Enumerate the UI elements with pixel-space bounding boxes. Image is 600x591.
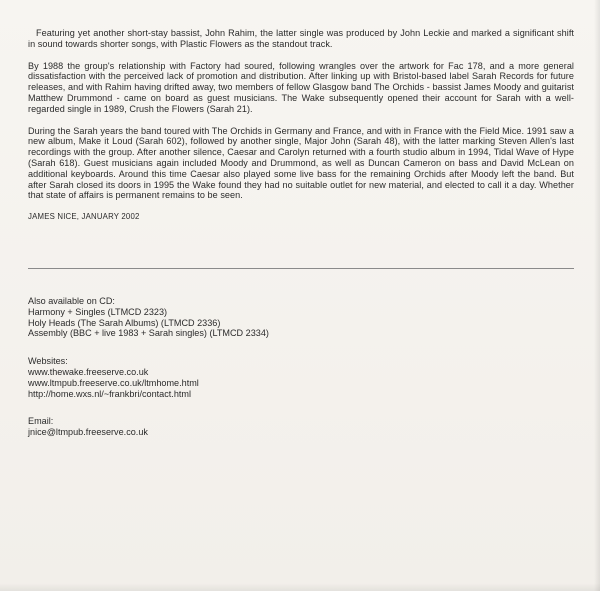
catalog-item: Holy Heads (The Sarah Albums) (LTMCD 2336) — [28, 317, 221, 328]
paragraph: During the Sarah years the band toured with The Orchids in Germany and France, and with in France with the Field Mice. 1991 saw a new album, Make it Loud (Sarah 602), followed by another single, Major John (Sarah 48), with the latter marking Steven Allen's last recordings with the group. After another silence, Caesar and Carolyn returned with a fourth studio album in 1994, Tidal Wave of Hype (Sarah 618). Guest musicians again included Moody and Drummond, as well as Duncan Cameron on bass and David McLean on additional keyboards. Around this time Caesar also played some live bass for the remaining Orchids after Moody left the band. But after Sarah closed its doors in 1995 the Wake found they had no suitable outlet for new material, and elected to call it a day. Whether that state of affairs is permanent remains to be seen. — [28, 125, 574, 201]
paragraph: By 1988 the group's relationship with Factory had soured, following wrangles over the artwork for Fac 178, and a more general dissatisfaction with the perceived lack of promotion and distribution. After linking up with Bristol-based label Sarah Records for future releases, and with Rahim having drifted away, two members of fellow Glasgow band The Orchids - bassist James Moody and guitarist Matthew Drummond - came on board as guest musicians. The Wake subsequently opened their account for Sarah with a well-regarded single in 1989, Crush the Flowers (Sarah 21). — [28, 60, 574, 114]
catalog-item: Harmony + Singles (LTMCD 2323) — [28, 306, 168, 317]
email-heading: Email: — [28, 416, 54, 427]
page-edge-shadow — [594, 0, 600, 591]
websites-block — [28, 356, 428, 399]
section-divider — [28, 268, 574, 269]
catalog-item: Assembly (BBC + live 1983 + Sarah singles) (LTMCD 2334) — [28, 328, 269, 339]
article-body — [28, 28, 574, 222]
also-available-heading: Also available on CD: — [28, 296, 115, 306]
website-url: http://home.wxs.nl/~frankbri/contact.html — [28, 388, 191, 399]
websites-heading: Websites: — [28, 356, 68, 367]
paragraph: Featuring yet another short-stay bassist, John Rahim, the latter single was produced by John Leckie and marked a significant shift in sound towards shorter songs, with Plastic Flowers as the standout track. — [28, 28, 574, 49]
page-edge-shadow — [0, 583, 600, 591]
also-available-block — [28, 296, 428, 339]
author-signature: JAMES NICE, JANUARY 2002 — [28, 212, 140, 222]
info-section — [28, 296, 428, 455]
website-url: www.ltmpub.freeserve.co.uk/ltmhome.html — [28, 377, 199, 388]
email-address: jnice@ltmpub.freeserve.co.uk — [28, 427, 148, 438]
email-block — [28, 416, 428, 438]
website-url: www.thewake.freeserve.co.uk — [28, 366, 149, 377]
